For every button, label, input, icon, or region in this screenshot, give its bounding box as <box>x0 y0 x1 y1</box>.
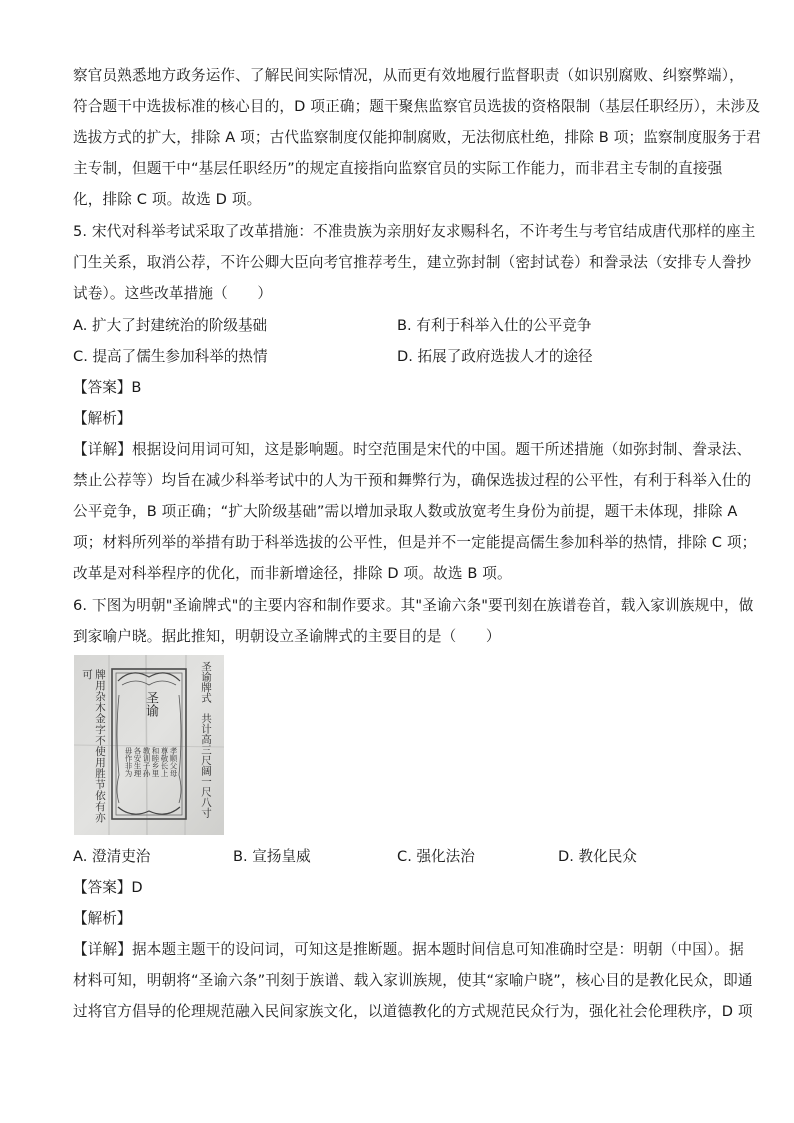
paragraph-line: 符合题干中选拔标准的核心目的，D 项正确；题干聚焦监察官员选拔的资格限制（基层任职经历），未涉及 <box>73 98 761 115</box>
q5-option-c: C. 提高了儒生参加科举的热情 <box>73 348 268 365</box>
q6-option-d: D. 教化民众 <box>558 848 637 865</box>
question-5-stem: 5. 宋代对科举考试采取了改革措施：不准贵族为亲朋好友求赐科名，不许考生与考官结成唐代那样的座主 <box>73 223 756 240</box>
plaque-edict: 毋作非为 <box>124 747 133 777</box>
q6-answer: 【答案】D <box>73 879 143 896</box>
plaque-right-size: 共计高三尺阔一尺八寸 <box>200 713 212 818</box>
paragraph-line: 化，排除 C 项。故选 D 项。 <box>73 191 262 208</box>
plaque-edict: 各安生理 <box>133 747 142 777</box>
q5-detail-line: 【详解】根据设问用词可知，这是影响题。时空范围是宋代的中国。题干所述措施（如弥封制、誊录法、 <box>73 441 752 458</box>
paragraph-line: 主专制，但题干中“基层任职经历”的规定直接指向监察官员的实际工作能力，而非君主专制的直接强 <box>73 160 723 177</box>
q5-detail-line: 改革是对科举程序的优化，而非新增途径，排除 D 项。故选 B 项。 <box>73 565 512 582</box>
q5-option-d: D. 拓展了政府选拔人才的途径 <box>397 348 593 365</box>
q6-option-a: A. 澄清吏治 <box>73 848 151 865</box>
q6-option-c: C. 强化法治 <box>397 848 475 865</box>
question-6-stem: 到家喻户晓。据此推知，明朝设立圣谕牌式的主要目的是（ ） <box>73 628 501 645</box>
q5-detail-line: 禁止公荐等）均旨在减少科举考试中的人为干预和舞弊行为，确保选拔过程的公平性，有利于科举入仕的 <box>73 472 752 489</box>
q5-detail-line: 公平竞争，B 项正确；“扩大阶级基础”需以增加录取人数或放宽考生身份为前提，题干未体现，排除 A <box>73 503 738 520</box>
plaque-edict: 和睦乡里 <box>151 747 160 777</box>
q6-detail-line: 材料可知，明朝将“圣谕六条”刊刻于族谱、载入家训族规，使其“家喻户晓”，核心目的是教化民众，即通 <box>73 972 753 989</box>
plaque-edict: 孝顺父母 <box>169 747 178 777</box>
question-6-stem: 6. 下图为明朝"圣谕牌式"的主要内容和制作要求。其"圣谕六条"要刊刻在族谱卷首，载入家训族规中，做 <box>73 597 754 614</box>
q5-option-a: A. 扩大了封建统治的阶级基础 <box>73 317 268 334</box>
question-5-stem: 门生关系，取消公荐，不许公卿大臣向考官推荐考生，建立弥封制（密封试卷）和誊录法（安排专人誊抄 <box>73 254 752 271</box>
q6-option-b: B. 宣扬皇威 <box>233 848 311 865</box>
q5-option-b: B. 有利于科举入仕的公平竞争 <box>397 317 592 334</box>
q6-detail-line: 【详解】据本题主题干的设问词，可知这是推断题。据本题时间信息可知准确时空是：明朝（中国）。据 <box>73 941 744 958</box>
q5-analysis-label: 【解析】 <box>73 410 132 427</box>
q5-detail-line: 项；材料所列举的举措有助于科举选拔的公平性，但是并不一定能提高儒生参加科举的热情，排除 C 项； <box>73 534 757 551</box>
shengyu-plaque-image <box>74 655 224 835</box>
paragraph-line: 察官员熟悉地方政务运作、了解民间实际情况，从而更有效地履行监督职责（如识别腐败、纠察弊端）， <box>73 67 744 84</box>
plaque-right-title: 圣谕牌式 <box>200 661 212 703</box>
plaque-center-title: 圣谕 <box>143 691 158 717</box>
plaque-edict: 尊敬长上 <box>160 747 169 777</box>
q6-analysis-label: 【解析】 <box>73 910 132 927</box>
plaque-edict: 教训子孙 <box>142 747 151 777</box>
paragraph-line: 选拔方式的扩大，排除 A 项；古代监察制度仅能抑制腐败，无法彻底杜绝，排除 B 项；监察制度服务于君 <box>73 129 762 146</box>
q6-detail-line: 过将官方倡导的伦理规范融入民间家族文化，以道德教化的方式规范民众行为，强化社会伦理秩序，D 项 <box>73 1003 753 1020</box>
question-5-stem: 试卷）。这些改革措施（ ） <box>73 285 273 302</box>
q5-answer: 【答案】B <box>73 379 142 396</box>
plaque-left-inscription: 牌用杂木金字不使用胜节依有亦可 <box>81 669 106 823</box>
